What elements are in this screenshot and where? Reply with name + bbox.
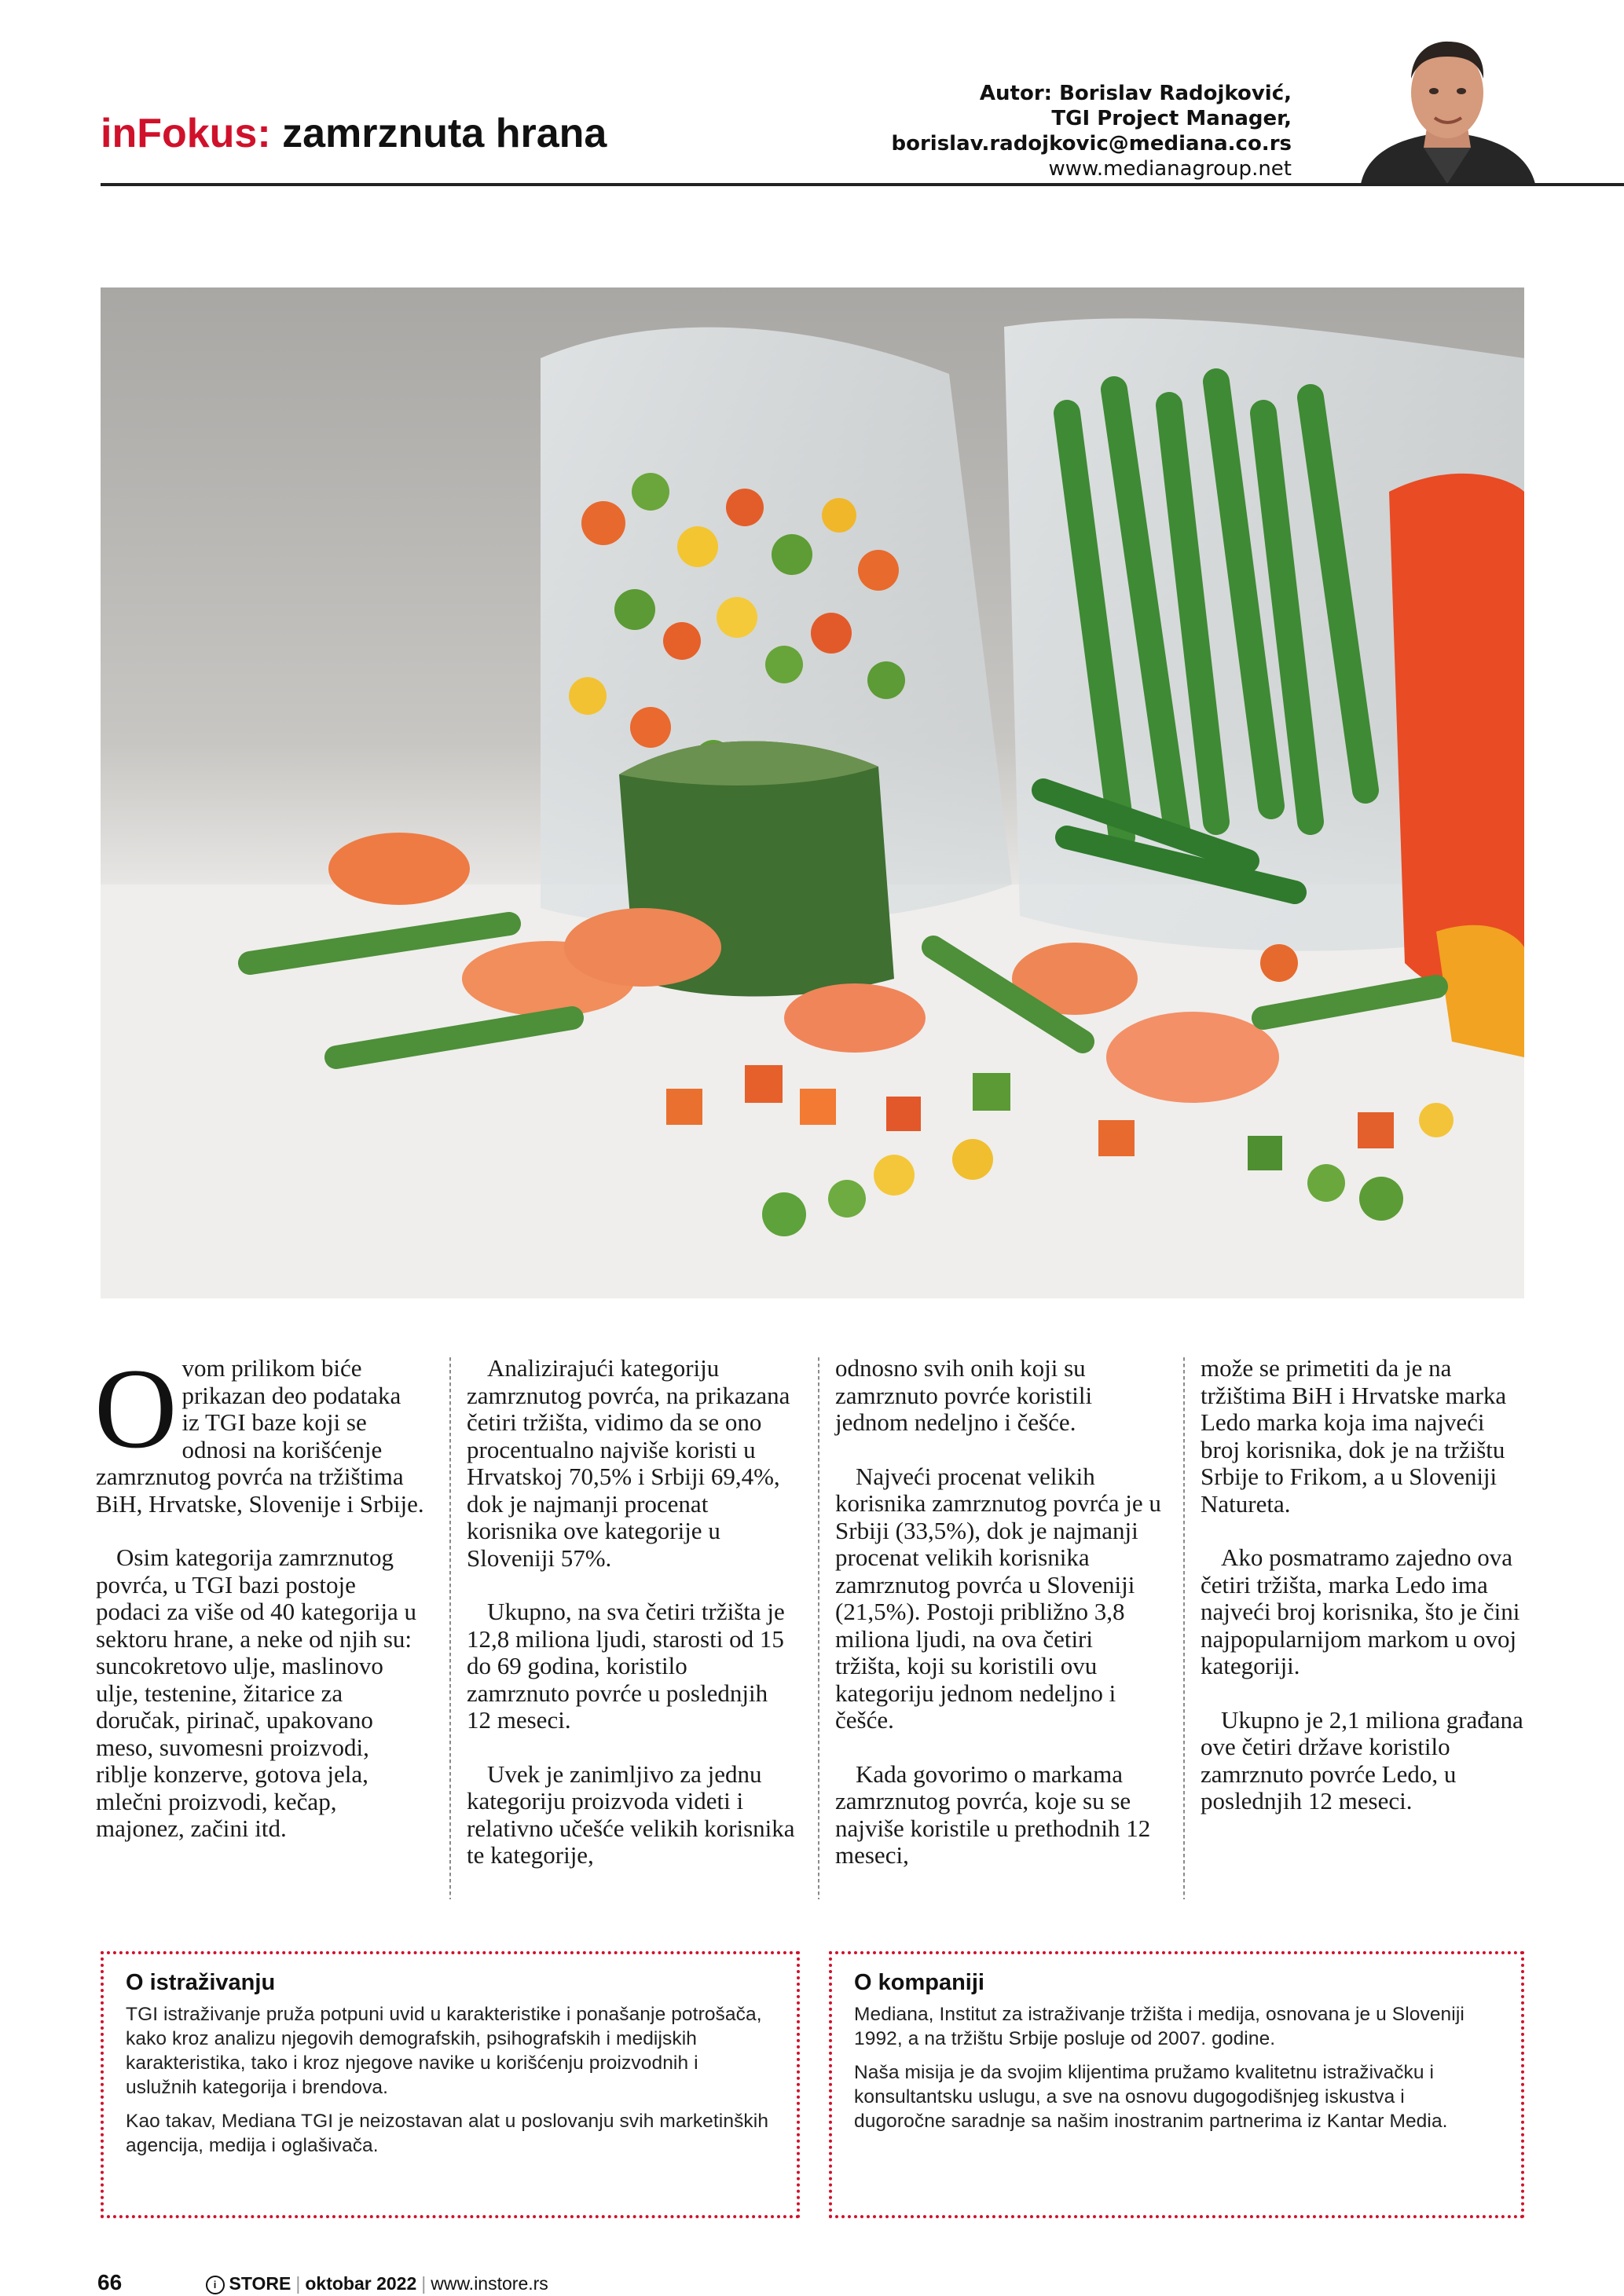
author-photo (1353, 30, 1542, 184)
article-paragraph: Najveći procenat velikih korisnika zamrznutog povrća je u Srbiji (33,5%), dok je najmanji procenat velikih korisnika zamrznutog povrća u Sloveniji (21,5%). Postoji približno 3,8 miliona ljudi, na ova četiri tržišta, koji su koristili ovu kategoriju jednom nedeljno i češće. (835, 1462, 1161, 1734)
article-paragraph: Ukupno, na sva četiri tržišta je 12,8 miliona ljudi, starosti od 15 do 69 godina, koristilo zamrznuto povrće u poslednjih 12 meseci. (467, 1598, 785, 1734)
drop-cap: O (94, 1345, 178, 1472)
article-paragraph: može se primetiti da je na tržištima BiH i Hrvatske marka Ledo marka koja ima najveći broj korisnika, dok je na tržištu Srbije to Frikom, a u Sloveniji Natureta. (1201, 1354, 1507, 1518)
footer-separator: | (295, 2273, 301, 2294)
footer-separator: | (421, 2273, 427, 2294)
about-company-box (829, 1951, 1524, 2218)
box-paragraph: Mediana, Institut za istraživanje tržišta i medija, osnovana je u Sloveniji 1992, a na tržištu Srbije posluje od 2007. godine. (854, 2004, 1465, 2049)
page-title (101, 110, 607, 157)
box-title: O istraživanju (126, 1970, 276, 1995)
section-topic: zamrznuta hrana (282, 111, 607, 156)
box-title: O kompaniji (854, 1970, 984, 1995)
article-paragraph: Analizirajući kategoriju zamrznutog povrća, na prikazana četiri tržišta, vidimo da se ono procentualno najviše koristi u Hrvatskoj 70,5% i Srbiji 69,4%, dok je najmanji procenat korisnika ove kategorije u Sloveniji 57%. (467, 1354, 790, 1572)
section-brand: inFokus: (101, 111, 271, 156)
author-name: Autor: Borislav Radojković, (979, 82, 1292, 105)
article-paragraph: Ukupno je 2,1 miliona građana ove četiri države koristilo zamrznuto povrće Ledo, u poslednjih 12 meseci. (1201, 1705, 1523, 1814)
article-column-4 (1201, 1355, 1529, 1842)
article-paragraph: Ovom prilikom biće prikazan deo podataka iz TGI baze koji se odnosi na korišćenje zamrznutog povrća na tržištima BiH, Hrvatske, Slovenije i Srbije. (94, 1345, 424, 1518)
magazine-logo-icon: i (206, 2276, 225, 2294)
author-block (891, 81, 1292, 181)
column-divider (1183, 1357, 1185, 1899)
hero-image-frozen-vegetables (101, 287, 1524, 1298)
magazine-website[interactable]: www.instore.rs (431, 2273, 548, 2294)
article-paragraph: Kada govorimo o markama zamrznutog povrća, koje su se najviše koristile u prethodnih 12 meseci, (835, 1760, 1151, 1869)
header-divider (101, 183, 1624, 186)
page-number: 66 (97, 2270, 123, 2294)
box-paragraph: Kao takav, Mediana TGI je neizostavan alat u poslovanju svih marketinških agencija, medija i oglašivača. (126, 2111, 769, 2156)
article-column-2 (467, 1355, 795, 1896)
about-research-box (101, 1951, 800, 2218)
article-paragraph: odnosno svih onih koji su zamrznuto povrće koristili jednom nedeljno i češće. (835, 1354, 1093, 1436)
author-website[interactable]: www.medianagroup.net (1048, 157, 1292, 181)
column-divider (449, 1357, 451, 1899)
article-column-1 (94, 1345, 424, 1869)
box-paragraph: TGI istraživanje pruža potpuni uvid u karakteristike i ponašanje potrošača, kako kroz analizu njegovih demografskih, psihografskih i medijskih karakteristika, tako i kroz njegove navike u korišćenju proizvodnih i uslužnih kategorija i brendova. (126, 2004, 762, 2098)
author-role: TGI Project Manager, (1051, 107, 1292, 130)
article-paragraph: Ako posmatramo zajedno ova četiri tržišta, marka Ledo ima najveći broj korisnika, što je čini najpopularnijom markom u ovoj kategoriji. (1201, 1543, 1520, 1679)
page-footer (97, 2272, 548, 2294)
author-email[interactable]: borislav.radojkovic@mediana.co.rs (891, 132, 1292, 156)
article-paragraph: Uvek je zanimljivo za jednu kategoriju proizvoda videti i relativno učešće velikih korisnika te kategorije, (467, 1760, 795, 1869)
column-divider (818, 1357, 819, 1899)
article-column-3 (835, 1355, 1164, 1896)
article-paragraph: Osim kategorija zamrznutog povrća, u TGI bazi postoje podaci za više od 40 kategorija u sektoru hrane, a neke od njih su: suncokretovo ulje, maslinovo ulje, testenine, žitarice za doručak, pirinač, upakovano meso, suvomesni proizvodi, riblje konzerve, gotova jela, mlečni proizvodi, kečap, majonez, začini itd. (96, 1543, 417, 1842)
box-paragraph: Naša misija je da svojim klijentima pružamo kvalitetnu istraživačku i konsultantsku uslugu, a sve na osnovu dugogodišnjeg iskustva i dugoročne saradnje sa našim inostranim partnerima iz Kantar Media. (854, 2062, 1448, 2132)
magazine-name: STORE (229, 2273, 291, 2294)
issue-date: oktobar 2022 (305, 2273, 417, 2294)
